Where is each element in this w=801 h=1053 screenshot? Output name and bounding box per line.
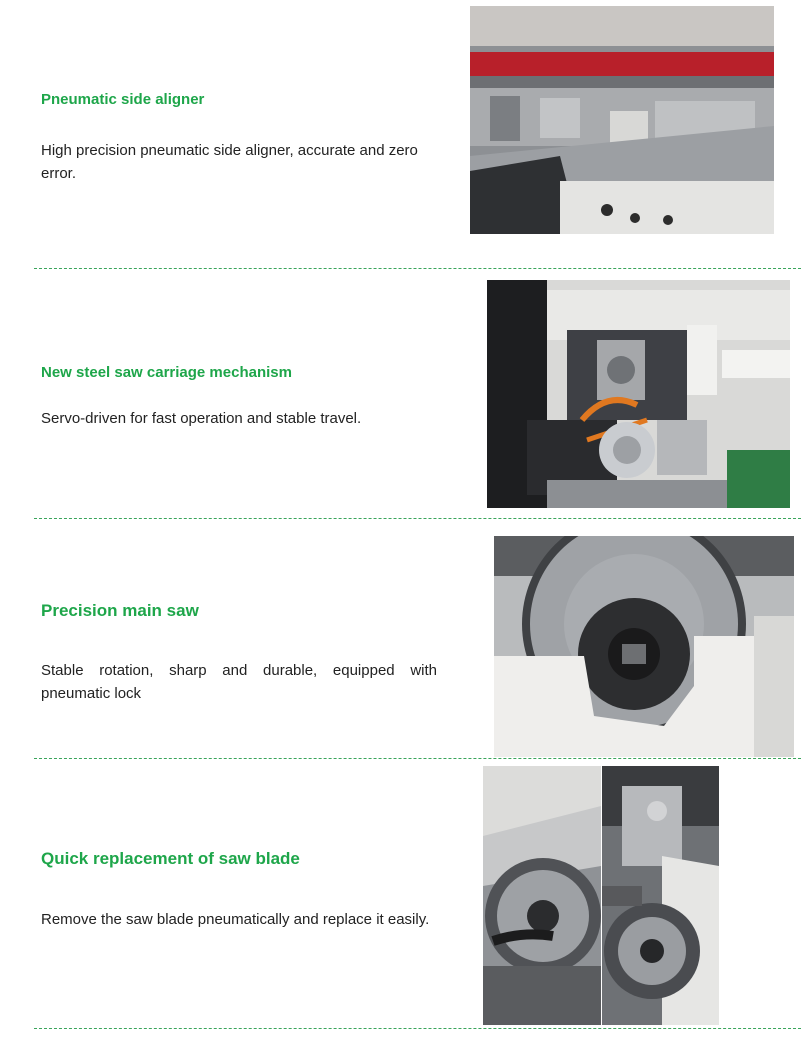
feature-description: Remove the saw blade pneumatically and replace it easily.: [41, 911, 430, 928]
section-divider: [34, 758, 801, 759]
feature-description: High precision pneumatic side aligner, accurate and zero error.: [41, 142, 418, 182]
feature-section-main-saw: [0, 520, 801, 760]
saw-carriage-photo: [487, 280, 790, 508]
blade-replacement-photo-left: [483, 766, 601, 1025]
feature-title: New steel saw carriage mechanism: [41, 364, 292, 381]
main-saw-photo: [494, 536, 794, 757]
blade-replacement-photo-right: [602, 766, 719, 1025]
section-divider: [34, 1028, 801, 1029]
section-divider: [34, 518, 801, 519]
side-aligner-photo: [470, 6, 774, 234]
feature-description: Servo-driven for fast operation and stable travel.: [41, 410, 362, 427]
feature-section-saw-carriage: [0, 270, 801, 520]
feature-title: Pneumatic side aligner: [41, 91, 205, 108]
feature-section-side-aligner: [0, 0, 801, 270]
feature-description: Stable rotation, sharp and durable, equipped with pneumatic lock: [41, 662, 437, 702]
feature-title: Precision main saw: [41, 601, 199, 620]
section-divider: [34, 268, 801, 269]
feature-title: Quick replacement of saw blade: [41, 849, 300, 868]
feature-section-blade-replacement: [0, 760, 801, 1053]
